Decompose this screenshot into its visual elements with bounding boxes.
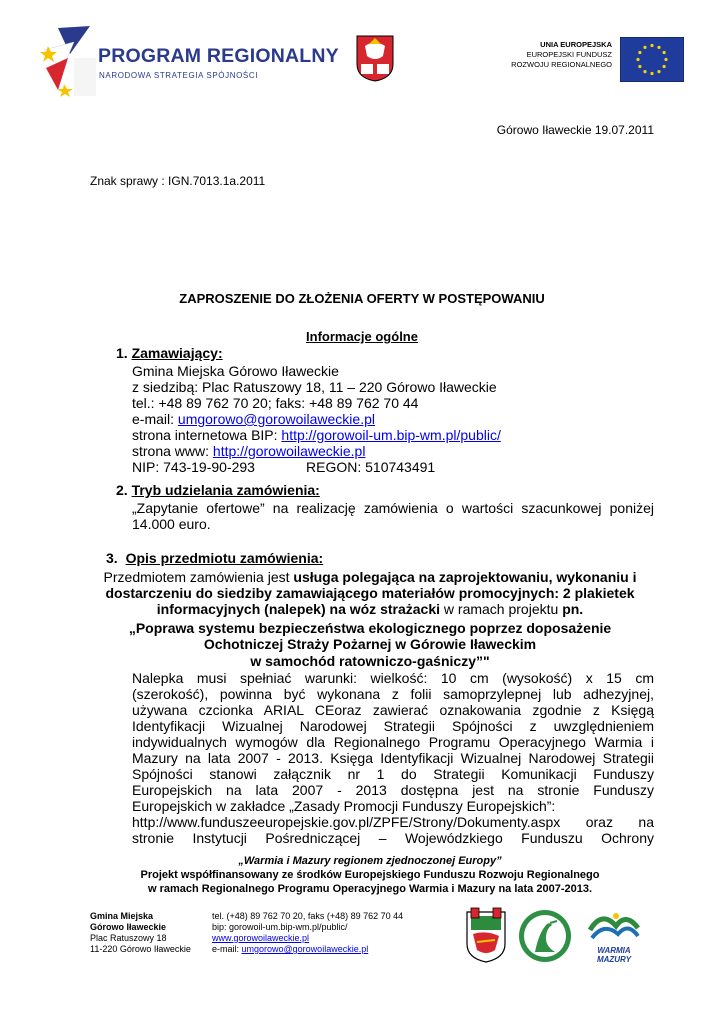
para-line: http://www.funduszeeuropejskie.gov.pl/ZPFE/Strony/Dokumenty.aspx oraz na [132, 814, 654, 830]
para-line: Nalepka musi spełniać warunki: wielkość: 10 cm (wysokość) x 15 cm [132, 670, 654, 686]
section-2-line-1: „Zapytanie ofertowe” na realizację zamówienia o wartości szacunkowej poniżej [132, 500, 654, 516]
para-line: indywidualnych wymogów dla Regionalnego Programu Operacyjnego Warmia i [132, 734, 654, 750]
contractor-bip-row: strona internetowa BIP: http://gorowoil-um.bip-wm.pl/public/ [132, 427, 501, 443]
section-2-number: 2. [116, 482, 128, 498]
general-info-heading: Informacje ogólne [306, 329, 418, 344]
document-title: ZAPROSZENIE DO ZŁOŻENIA OFERTY W POSTĘPOWANIU [179, 291, 545, 306]
contractor-email-row: e-mail: umgorowo@gorowoilaweckie.pl [132, 411, 375, 427]
contractor-phone: tel.: +48 89 762 70 20; faks: +48 89 762 70 44 [132, 395, 419, 411]
section-2-title: Tryb udzielania zamówienia: [131, 482, 320, 498]
eu-star-icon [650, 44, 653, 47]
eu-fund-label [511, 40, 612, 70]
contractor-bip-link[interactable]: http://gorowoil-um.bip-wm.pl/public/ [281, 427, 501, 443]
eu-star-icon [657, 70, 660, 73]
project-name-3: w samochód ratowniczo-gaśniczy”" [250, 653, 490, 669]
eu-star-icon [643, 46, 646, 49]
section-3-number: 3. [106, 550, 118, 566]
contractor-name: Gmina Miejska Górowo Iławeckie [132, 363, 339, 379]
para-line: Europejskich na lata 2007 - 2013 dostępna jest na stronie Funduszy [132, 782, 654, 798]
footer-addr-3: Plac Ratuszowy 18 [90, 933, 167, 943]
footer-addr-4: 11-220 Górowo Iławeckie [90, 944, 191, 954]
contractor-email-link[interactable]: umgorowo@gorowoilaweckie.pl [177, 411, 375, 427]
section-1-number: 1. [116, 345, 128, 361]
contractor-nip: NIP: 743-19-90-293 [132, 459, 255, 475]
bird-logo-icon [517, 908, 573, 964]
eu-star-icon [663, 65, 666, 68]
eu-line-1: UNIA EUROPEJSKA [540, 40, 612, 49]
footer-slogan: „Warmia i Mazury regionem zjednoczonej Europy” [238, 855, 502, 867]
footer-cofinance-2: w ramach Regionalnego Programu Operacyjnego Warmia i Mazury na lata 2007-2013. [147, 883, 593, 895]
case-number: Znak sprawy : IGN.7013.1a.2011 [90, 174, 266, 188]
eu-star-icon [664, 58, 667, 61]
section-3-intro-3: informacyjnych (nalepek) na wóz strażacki w ramach projektu pn. [156, 601, 584, 617]
eu-flag-icon [620, 37, 684, 82]
eu-star-icon [638, 51, 641, 54]
para-line: Mazury na lata 2007 - 2013. Księga Identyfikacji Wizualnej Narodowej Strategii [132, 750, 654, 766]
warmia-mazury-wordmark: WARMIA MAZURY [596, 946, 632, 964]
footer-contact-phone: tel. (+48) 89 762 70 20, faks (+48) 89 762 70 44 [212, 911, 404, 921]
project-name-1: „Poprawa systemu bezpieczeństwa ekologicznego poprzez doposażenie [128, 620, 612, 636]
footer-addr-1: Gmina Miejska [90, 911, 154, 921]
footer-www-link[interactable]: www.gorowoilaweckie.pl [212, 933, 310, 943]
warmia-mazury-coat-of-arms-icon [355, 34, 395, 82]
para-line: stronie Instytucji Pośredniczącej – Wojewódzkiego Funduszu Ochrony [132, 830, 654, 846]
program-subtitle: NARODOWA STRATEGIA SPÓJNOŚCI [99, 71, 259, 80]
footer-contact-bip: bip: gorowoil-um.bip-wm.pl/public/ [212, 922, 348, 932]
footer-cofinance-1: Projekt współfinansowany ze środków Europejskiego Funduszu Rozwoju Regionalnego [140, 869, 600, 881]
footer-email-link[interactable]: umgorowo@gorowoilaweckie.pl [241, 944, 369, 954]
eu-star-icon [636, 58, 639, 61]
footer-address [90, 911, 191, 955]
para-line: używana czcionka ARIAL CEoraz zawierać oznakowania zgodnie z Księgą [132, 702, 654, 718]
footer-email-row: e-mail: umgorowo@gorowoilaweckie.pl [212, 944, 369, 954]
place-date: Górowo Iławeckie 19.07.2011 [496, 123, 654, 137]
warmia-mazury-swoosh-icon [586, 908, 642, 948]
gorowo-coat-of-arms-icon [465, 906, 507, 964]
section-3-paragraph [132, 670, 654, 846]
contractor-regon: REGON: 510743491 [306, 459, 436, 475]
section-3-intro-1: Przedmiotem zamówienia jest usługa polegająca na zaprojektowaniu, wykonaniu i [103, 569, 637, 585]
section-1-title: Zamawiający: [131, 345, 223, 361]
section-1-heading [116, 345, 223, 361]
footer-addr-2: Górowo Iławeckie [90, 922, 167, 932]
eu-line-2: EUROPEJSKI FUNDUSZ [526, 50, 612, 59]
eu-line-3: ROZWOJU REGIONALNEGO [511, 60, 612, 69]
section-2-heading [116, 482, 320, 498]
contractor-www-link[interactable]: http://gorowoilaweckie.pl [212, 443, 366, 459]
contractor-ids-row [132, 459, 501, 475]
para-line: Spójności stanowi załącznik nr 1 do Strategii Komunikacji Funduszy [132, 766, 654, 782]
eu-star-icon [657, 46, 660, 49]
eu-star-icon [650, 72, 653, 75]
para-line: Identyfikacji Wizualnej Narodowej Strategii Spójności z uwzględnieniem [132, 718, 654, 734]
eu-star-icon [643, 70, 646, 73]
section-2-line-2: 14.000 euro. [132, 516, 211, 532]
para-line: Europejskich w zakładce „Zasady Promocji Funduszy Europejskich”: [132, 798, 556, 814]
footer-contact [212, 911, 403, 955]
eu-star-icon [663, 51, 666, 54]
eu-star-icon [638, 65, 641, 68]
project-name-2: Ochotniczej Straży Pożarnej w Górowie Iławeckim [203, 636, 537, 652]
program-title: PROGRAM REGIONALNY [98, 45, 339, 67]
contractor-www-row: strona www: http://gorowoilaweckie.pl [132, 443, 366, 459]
section-3-title: Opis przedmiotu zamówienia: [125, 550, 324, 566]
section-3-heading [106, 550, 323, 566]
section-1-body [132, 363, 501, 475]
para-line: (szerokość), powinna być wykonana z folii samoprzylepnej lub adhezyjnej, [132, 686, 654, 702]
contractor-address: z siedzibą: Plac Ratuszowy 18, 11 – 220 Górowo Iławeckie [132, 379, 497, 395]
section-3-intro-2: dostarczeniu do siedziby zamawiającego materiałów promocyjnych: 2 plakietek [105, 585, 635, 601]
